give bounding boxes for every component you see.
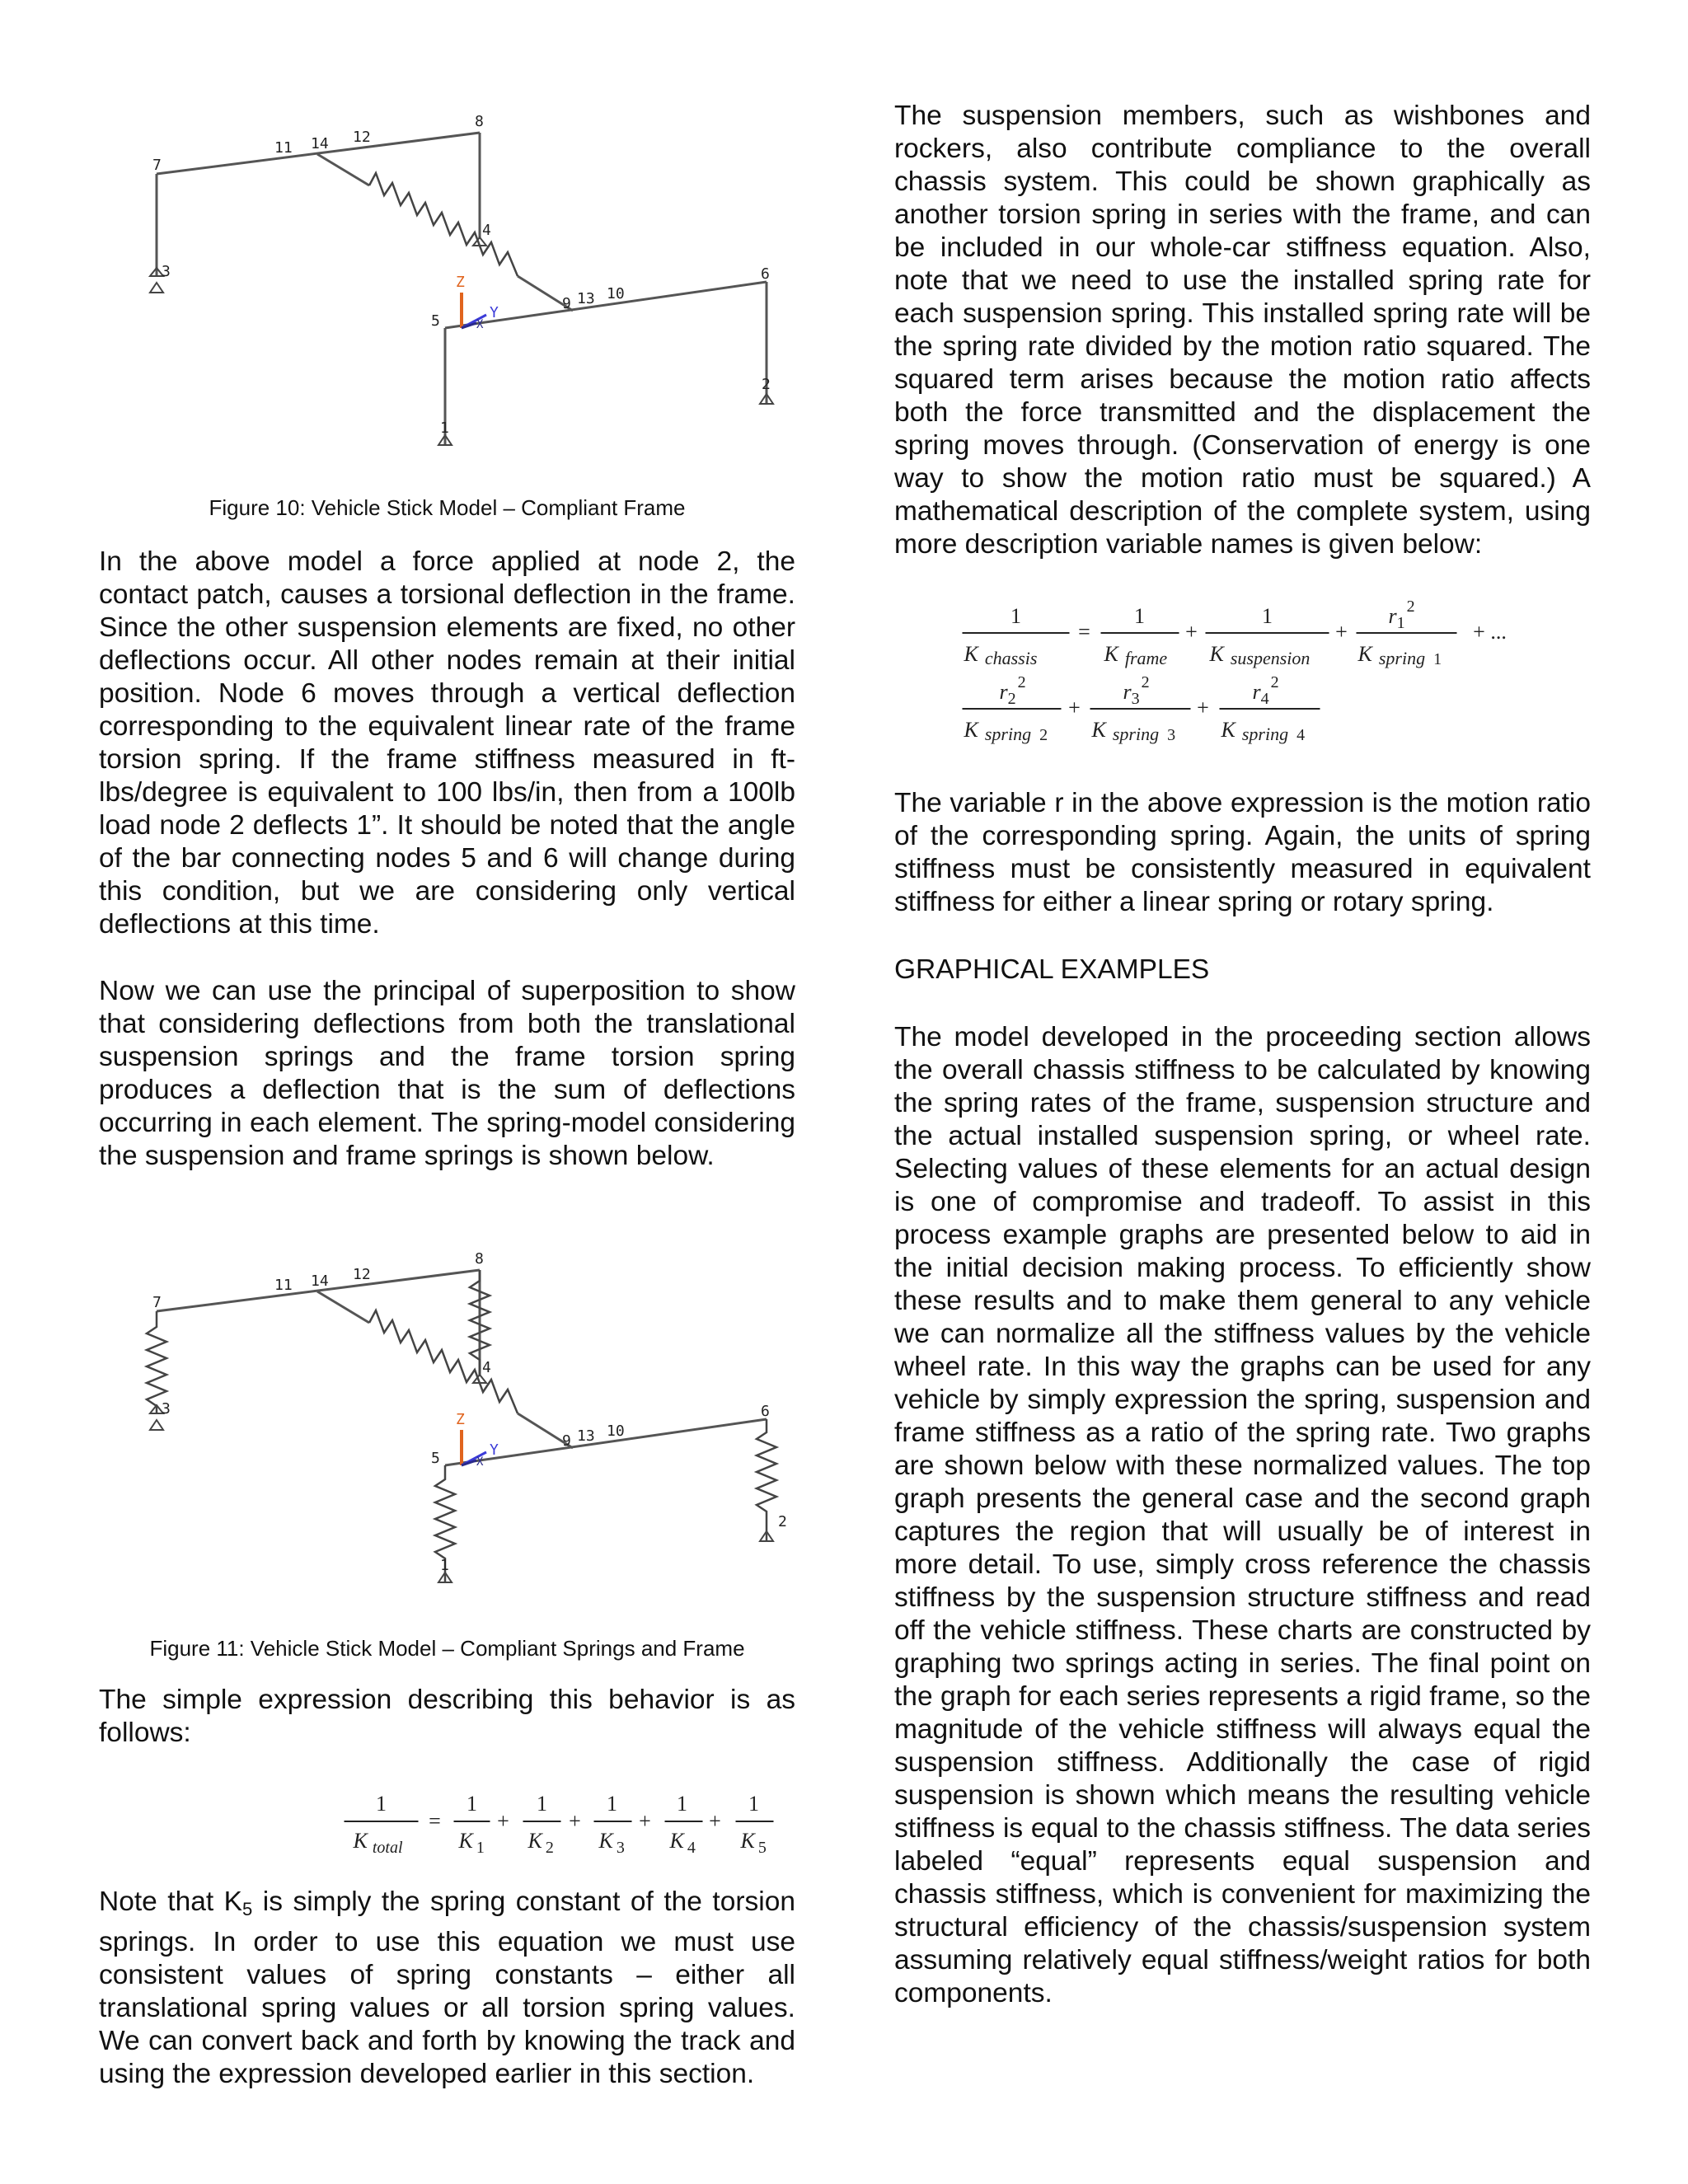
eq1-k: K xyxy=(528,1829,542,1853)
eq2-r: r xyxy=(1388,604,1397,628)
eq2-sq: 2 xyxy=(1270,673,1279,691)
svg-text:Kspring1 xyxy=(1357,642,1442,668)
node-label: 14 xyxy=(311,1272,329,1290)
svg-text:r32 xyxy=(1123,673,1150,708)
eq2-numerator: 1 xyxy=(1010,604,1021,628)
eq2-r: r xyxy=(999,680,1008,704)
eq1-k: K xyxy=(598,1829,613,1853)
torsion-spring xyxy=(369,173,518,276)
svg-text:K3 xyxy=(598,1829,625,1857)
node-label: 3 xyxy=(162,263,171,280)
node-label: 11 xyxy=(274,139,293,157)
suspension-spring xyxy=(147,1311,166,1413)
eq1-numerator: 1 xyxy=(376,1792,387,1816)
eq2-r: r xyxy=(1123,680,1132,704)
eq2-r-idx: 1 xyxy=(1396,614,1405,632)
eq2-plus: + xyxy=(1185,620,1198,644)
svg-text:Ktotal xyxy=(353,1829,403,1857)
section-heading: GRAPHICAL EXAMPLES xyxy=(894,954,1210,985)
eq2-plus: + xyxy=(1197,696,1209,719)
node-label: 9 xyxy=(562,295,571,312)
axis-z-label: Z xyxy=(456,274,465,291)
svg-text:Kspring4 xyxy=(1221,718,1306,744)
equation-chassis-stiffness xyxy=(944,593,1640,758)
eq1-plus: + xyxy=(569,1809,581,1833)
eq1-sub: 1 xyxy=(476,1839,485,1857)
k5-prefix: Note that K xyxy=(99,1886,243,1917)
figure-11-stick-model xyxy=(132,1244,808,1607)
eq2-sq: 2 xyxy=(1141,673,1150,691)
node-label: 11 xyxy=(274,1277,293,1294)
eq1-plus: + xyxy=(497,1809,509,1833)
svg-text:K5 xyxy=(740,1829,767,1857)
eq1-plus: + xyxy=(639,1809,651,1833)
node-label: 2 xyxy=(778,1513,787,1530)
svg-text:r42 xyxy=(1253,673,1279,708)
svg-text:K4 xyxy=(669,1829,696,1857)
eq2-numerator: 1 xyxy=(1134,604,1145,628)
eq1-numerator: 1 xyxy=(748,1792,759,1816)
eq1-k: K xyxy=(353,1829,368,1853)
eq2-spring-sub: spring xyxy=(984,724,1032,744)
right-paragraph-2: The variable r in the above expression is the motion ratio of the corresponding spring. Again, the units of spring stiffness must be consistently measured in equivalent stiffness for either a linear spring or rotary spring. xyxy=(894,788,1591,917)
eq1-sub: 4 xyxy=(687,1839,696,1857)
node-label: 10 xyxy=(607,285,625,302)
equation-total-stiffness xyxy=(223,1780,919,1871)
node-label: 6 xyxy=(761,1403,770,1420)
eq1-sub: 3 xyxy=(616,1839,625,1857)
node-label: 7 xyxy=(152,1294,162,1311)
svg-text:Kspring2 xyxy=(964,718,1048,744)
eq1-sub: 2 xyxy=(545,1839,554,1857)
svg-text:Kchassis xyxy=(964,642,1038,668)
node-label: 12 xyxy=(353,129,371,146)
node-label: 13 xyxy=(577,1427,595,1445)
node-label: 8 xyxy=(475,113,484,130)
eq2-spring-num: 3 xyxy=(1167,726,1176,744)
axis-z-label: Z xyxy=(456,1411,465,1428)
node-label: 12 xyxy=(353,1266,371,1283)
eq2-spring-sub: spring xyxy=(1241,724,1289,744)
eq2-k: K xyxy=(964,642,978,666)
eq2-k: K xyxy=(1104,642,1118,666)
torsion-spring xyxy=(369,1310,518,1413)
eq2-k: K xyxy=(1209,642,1224,666)
eq1-plus: + xyxy=(709,1809,721,1833)
eq2-r-idx: 2 xyxy=(1007,690,1016,708)
suspension-spring xyxy=(757,1419,776,1541)
svg-text:Ksuspension xyxy=(1209,642,1311,668)
k5-subscript: 5 xyxy=(242,1899,253,1919)
eq2-sq: 2 xyxy=(1017,673,1026,691)
node-label: 14 xyxy=(311,135,329,152)
node-label: 5 xyxy=(431,312,440,330)
eq2-spring-num: 4 xyxy=(1296,726,1306,744)
eq1-k: K xyxy=(458,1829,473,1853)
svg-text:Kframe xyxy=(1104,642,1168,668)
node-label: 3 xyxy=(162,1400,171,1418)
eq2-numerator: 1 xyxy=(1262,604,1273,628)
eq2-equals: = xyxy=(1078,620,1090,644)
node-label: 10 xyxy=(607,1422,625,1440)
eq2-r-idx: 4 xyxy=(1260,690,1269,708)
svg-text:Kspring3 xyxy=(1091,718,1176,744)
eq1-sub: 5 xyxy=(757,1839,767,1857)
axis-x-label: X xyxy=(476,318,484,331)
eq1-k: K xyxy=(669,1829,684,1853)
svg-text:K1 xyxy=(458,1829,485,1857)
eq2-k: K xyxy=(1091,718,1106,742)
figure-11-caption: Figure 11: Vehicle Stick Model – Compliant Springs and Frame xyxy=(149,1636,745,1661)
node-label: 7 xyxy=(152,157,162,174)
svg-text:K2 xyxy=(528,1829,554,1857)
eq2-sq: 2 xyxy=(1406,598,1415,616)
eq1-numerator: 1 xyxy=(467,1792,477,1816)
left-paragraph-3: The simple expression describing this behavior is as follows: xyxy=(99,1685,795,1748)
eq2-plus: + xyxy=(1068,696,1081,719)
axis-y-label: Y xyxy=(490,1441,499,1459)
svg-text:r22 xyxy=(1000,673,1026,708)
figure-10-caption: Figure 10: Vehicle Stick Model – Compliant Frame xyxy=(209,495,686,520)
eq2-spring-num: 2 xyxy=(1039,726,1048,744)
eq2-spring-sub: spring xyxy=(1112,724,1160,744)
eq1-numerator: 1 xyxy=(607,1792,617,1816)
eq2-plus: + xyxy=(1335,620,1348,644)
node-label: 5 xyxy=(431,1450,440,1467)
left-paragraph-1: In the above model a force applied at node 2, the contact patch, causes a torsional deflection in the frame. Since the other suspension elements are fixed, no other deflections occur. All other nodes remain at their initial position. Node 6 moves through a vertical deflection corresponding to the equivalent linear rate of the frame torsion spring. If the frame stiffness measured in ft-lbs/degree is equivalent to 100 lbs/in, then from a 100lb load node 2 deflects 1”. It should be noted that the angle of the bar connecting nodes 5 and 6 will change during this condition, but we are considering only vertical deflections at this time. xyxy=(99,546,795,940)
eq1-k: K xyxy=(740,1829,755,1853)
eq2-frame-sub: frame xyxy=(1124,648,1168,668)
svg-text:r12 xyxy=(1389,598,1415,632)
right-paragraph-1: The suspension members, such as wishbones and rockers, also contribute compliance to the overall chassis system. This could be shown graphically as another torsion spring in series with the frame, and can be included in our whole-car stiffness equation. Also, note that we need to use the installed spring rate for each suspension spring. This installed spring rate will be the spring rate divided by the motion ratio squared. The squared term arises because the motion ratio affects both the force transmitted and the displacement the spring moves through. (Conservation of energy is one way to show the motion ratio must be squared.) A mathematical description of the complete system, using more description variable names is given below: xyxy=(894,101,1591,560)
node-label: 6 xyxy=(761,265,770,283)
node-label: 1 xyxy=(440,1557,449,1574)
eq2-susp-sub: suspension xyxy=(1230,648,1311,668)
eq2-k: K xyxy=(1221,718,1236,742)
eq2-ellipsis: + ... xyxy=(1473,620,1507,644)
eq2-k: K xyxy=(964,718,978,742)
node-label: 9 xyxy=(562,1432,571,1450)
axis-y-label: Y xyxy=(490,304,499,321)
node-label: 1 xyxy=(440,419,449,437)
node-label: 2 xyxy=(762,376,771,393)
eq2-spring-num: 1 xyxy=(1433,650,1442,668)
eq2-k: K xyxy=(1357,642,1372,666)
eq1-numerator: 1 xyxy=(677,1792,687,1816)
axis-x-label: X xyxy=(476,1455,484,1469)
figure-10-stick-model xyxy=(132,107,808,470)
node-label: 8 xyxy=(475,1250,484,1268)
eq2-spring-sub: spring xyxy=(1378,648,1426,668)
eq1-lhs-sub: total xyxy=(372,1839,403,1857)
eq2-r: r xyxy=(1252,680,1261,704)
left-paragraph-4 xyxy=(99,1886,795,2091)
node-label: 4 xyxy=(482,222,491,239)
node-label: 13 xyxy=(577,290,595,307)
node-label: 4 xyxy=(482,1359,491,1376)
k5-suffix: is simply the spring constant of the torsion springs. In order to use this equation we must use consistent values of spring constants – either all translational spring values or all torsion spring values. We can convert back and forth by knowing the track and using the expression developed earlier in this section. xyxy=(99,1886,795,2089)
eq1-numerator: 1 xyxy=(537,1792,547,1816)
left-paragraph-2: Now we can use the principal of superposition to show that considering deflections from both the translational suspension springs and the frame torsion spring produces a deflection that is the sum of deflections occurring in each element. The spring-model considering the suspension and frame springs is shown below. xyxy=(99,976,795,1171)
eq2-r-idx: 3 xyxy=(1131,690,1140,708)
right-paragraph-3: The model developed in the proceeding section allows the overall chassis stiffness to be calculated by knowing the spring rates of the frame, suspension structure and the actual installed suspension spring, or wheel rate. Selecting values of these elements for an actual design is one of compromise and tradeoff. To assist in this process example graphs are presented below to aid in the initial decision making process. To efficiently show these results and to make them general to any vehicle we can normalize all the stiffness values by the vehicle wheel rate. In this way the graphs can be used for any vehicle by simply expression the spring, suspension and frame stiffness as a ratio of the spring rate. Two graphs are shown below with these normalized values. The top graph presents the general case and the second graph captures the region that will usually be of interest in more detail. To use, simply cross reference the chassis stiffness by the suspension structure stiffness and read off the vehicle stiffness. These charts are constructed by graphing two springs acting in series. The final point on the graph for each series represents a rigid frame, so the magnitude of the vehicle stiffness will always equal the suspension stiffness. Additionally the case of rigid suspension is shown which means the resulting vehicle stiffness is equal to the chassis stiffness. The data series labeled “equal” represents equal suspension and chassis stiffness, which is convenient for maximizing the structural efficiency of the chassis/suspension system assuming relatively equal stiffness/weight ratios for both components. xyxy=(894,1022,1591,2008)
eq2-lhs-sub: chassis xyxy=(984,648,1038,668)
eq1-equals: = xyxy=(429,1809,441,1833)
